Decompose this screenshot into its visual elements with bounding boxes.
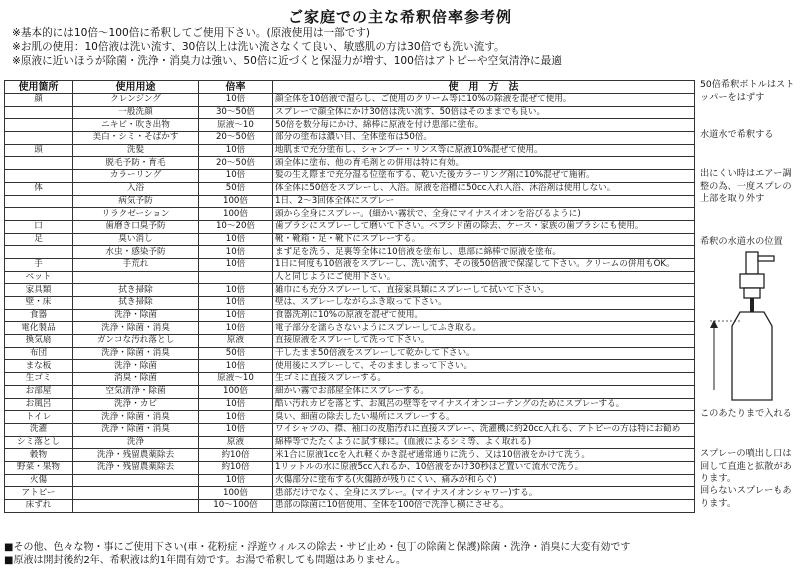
cell-ratio: [199, 271, 273, 284]
table-row: [5, 297, 695, 310]
table-row: [5, 373, 695, 386]
cell-purpose: 消臭・除菌: [73, 373, 199, 386]
table-row: [5, 220, 695, 233]
cell-ratio: 10倍: [199, 94, 273, 107]
cell-location: [5, 170, 73, 183]
dilution-table: [4, 80, 695, 513]
footer-line: ■原液は開封後約2年、希釈液は約1年間有効です。お湯で希釈しても問題はありません。: [4, 555, 406, 566]
side-note-fill: このあたりまで入れる: [700, 408, 792, 419]
side-note-water: 水道水で希釈する: [700, 129, 774, 140]
side-note-no-turn: 回らないスプレーもあります。: [700, 485, 792, 509]
cell-ratio: 10倍: [199, 284, 273, 297]
table-row: [5, 119, 695, 132]
cell-method: 干したまま50倍液をスプレーして乾かして下さい。: [273, 347, 695, 360]
cell-ratio: 10倍: [199, 423, 273, 436]
cell-method: 体全体に50倍をスプレーし、入浴。原液を浴槽に50cc入れ入浴、沐浴剤は使用しない。: [273, 182, 695, 195]
note-line: ※お肌の使用：10倍液は洗い流す、30倍以上は洗い流さなくて良い、敏感肌の方は30倍でも洗い流す。: [12, 41, 505, 53]
cell-location: お風呂: [5, 398, 73, 411]
cell-method: 頭から全身にスプレー。(細かい霧状で、全身にマイナスイオンを浴びるように): [273, 208, 695, 221]
table-row: [5, 322, 695, 335]
header-location: 使用箇所: [5, 81, 73, 94]
cell-purpose: クレンジング: [73, 94, 199, 107]
cell-ratio: 10倍: [199, 170, 273, 183]
cell-ratio: 10倍: [199, 246, 273, 259]
table-row: [5, 195, 695, 208]
cell-purpose: [73, 271, 199, 284]
cell-method: 臭い、細菌の除去したい場所にスプレーする。: [273, 411, 695, 424]
cell-method: まず足を洗う、足裏等全体に10倍液を塗布し、患部に綿棒で原液を塗布。: [273, 246, 695, 259]
cell-purpose: [73, 474, 199, 487]
cell-location: お部屋: [5, 385, 73, 398]
cell-method: 火傷部分に塗布する(火傷跡が残りにくい、痛みが和らぐ): [273, 474, 695, 487]
table-row: [5, 385, 695, 398]
cell-ratio: 10倍: [199, 411, 273, 424]
cell-method: 歯ブラシにスプレーして磨いて下さい。ペプシド菌の除去、ケース・家族の歯ブラシにも使用。: [273, 220, 695, 233]
table-row: [5, 271, 695, 284]
cell-purpose: 歯磨き口臭予防: [73, 220, 199, 233]
cell-purpose: 洗浄・残留農薬除去: [73, 449, 199, 462]
cell-location: 体: [5, 182, 73, 195]
cell-ratio: 100倍: [199, 487, 273, 500]
table-row: [5, 233, 695, 246]
table-row: [5, 182, 695, 195]
cell-purpose: 洗浄・除菌: [73, 309, 199, 322]
cell-purpose: ガンコな汚れ落とし: [73, 335, 199, 348]
cell-location: [5, 246, 73, 259]
header-purpose: 使用用途: [73, 81, 199, 94]
table-row: [5, 157, 695, 170]
spray-bottle-icon: [732, 252, 774, 400]
cell-method: スプレーで顔全体にかけ30倍は洗い流す、50倍はそのままでも良い。: [273, 106, 695, 119]
table-row: [5, 94, 695, 107]
cell-method: 雑巾にも充分スプレーして、直接家具類にスプレーして拭いて下さい。: [273, 284, 695, 297]
table-row: [5, 436, 695, 449]
cell-ratio: 30～50倍: [199, 106, 273, 119]
cell-location: 顔: [5, 94, 73, 107]
cell-ratio: 10倍: [199, 398, 273, 411]
cell-method: 使用後にスプレーして、そのまましまって下さい。: [273, 360, 695, 373]
cell-method: 直接原液をスプレーして洗って下さい。: [273, 335, 695, 348]
table-row: [5, 309, 695, 322]
cell-method: 部分の塗布は濃い目、全体塗布は50倍。: [273, 132, 695, 145]
cell-purpose: 洗浄・カビ: [73, 398, 199, 411]
table-row: [5, 170, 695, 183]
cell-purpose: 洗浄・除菌・消臭: [73, 347, 199, 360]
cell-location: [5, 119, 73, 132]
cell-location: シミ落とし: [5, 436, 73, 449]
side-note-water-level: 希釈の水道水の位置: [700, 236, 783, 247]
cell-location: [5, 132, 73, 145]
cell-location: [5, 195, 73, 208]
cell-purpose: 洗浄・除菌: [73, 360, 199, 373]
table-row: [5, 398, 695, 411]
table-row: [5, 347, 695, 360]
cell-ratio: 約10倍: [199, 449, 273, 462]
cell-method: 地肌まで充分塗布し、シャンプー・リンス等に原液10%混ぜて使用。: [273, 144, 695, 157]
cell-ratio: 原液～10: [199, 373, 273, 386]
cell-location: 火傷: [5, 474, 73, 487]
cell-method: 人と同じようにご使用下さい。: [273, 271, 695, 284]
cell-purpose: リラクゼーション: [73, 208, 199, 221]
table-row: [5, 461, 695, 474]
cell-method: 1日に何度も10倍液をスプレーし、洗い流す、その後50倍液で保湿して下さい。クリームの併用もOK。: [273, 258, 695, 271]
cell-ratio: 50倍: [199, 347, 273, 360]
cell-ratio: 原液: [199, 436, 273, 449]
cell-purpose: 洗浄・除菌・消臭: [73, 411, 199, 424]
cell-ratio: 原液～10: [199, 119, 273, 132]
table-row: [5, 474, 695, 487]
cell-ratio: 100倍: [199, 195, 273, 208]
side-note-air: 出にくい時はエアー調整の為、一度スプレの上部を取り外す: [700, 168, 792, 204]
cell-location: 換気扇: [5, 335, 73, 348]
cell-location: [5, 208, 73, 221]
table-row: [5, 360, 695, 373]
side-note-bottle: 50倍希釈ボトルはストッパーをはずす: [700, 79, 795, 103]
table-row: [5, 284, 695, 297]
table-row: [5, 500, 695, 513]
cell-purpose: [73, 500, 199, 513]
note-line: ※基本的には10倍～100倍に希釈してご使用下さい。(原液使用は一部です): [12, 27, 371, 39]
cell-method: 綿棒等でたたくように試す様に。(血液によるシミ等、よく取れる): [273, 436, 695, 449]
table-row: [5, 132, 695, 145]
cell-location: 穀物: [5, 449, 73, 462]
cell-purpose: 臭い消し: [73, 233, 199, 246]
table-row: [5, 449, 695, 462]
cell-ratio: 10倍: [199, 297, 273, 310]
cell-location: 布団: [5, 347, 73, 360]
cell-method: 患部の除菌に10倍使用、全体を100倍で洗浄し横にさせる。: [273, 500, 695, 513]
cell-method: 米1合に原液1ccを入れ軽くかき混ぜ通常通りに洗う、又は10倍液をかけて洗う。: [273, 449, 695, 462]
cell-location: 生ゴミ: [5, 373, 73, 386]
cell-method: 電子部分を濡らさないようにスプレーしてふき取る。: [273, 322, 695, 335]
cell-purpose: 洗浄: [73, 436, 199, 449]
cell-location: ペット: [5, 271, 73, 284]
cell-location: 床ずれ: [5, 500, 73, 513]
cell-method: 細かい霧でお部屋全体にスプレーする。: [273, 385, 695, 398]
cell-ratio: 約10倍: [199, 461, 273, 474]
cell-purpose: 拭き掃除: [73, 284, 199, 297]
cell-method: ワイシャツの、襟、袖口の皮脂汚れに直接スプレー、洗濯機に約20cc入れる、アトピーの方は特にお勧め: [273, 423, 695, 436]
cell-method: 髪の生え際まで充分湿る位塗布する、乾いた後カラーリング剤に10%混ぜて施術。: [273, 170, 695, 183]
cell-purpose: 洗浄・残留農薬除去: [73, 461, 199, 474]
cell-ratio: 10～100倍: [199, 500, 273, 513]
cell-location: 頭: [5, 144, 73, 157]
table-row: [5, 411, 695, 424]
page-title: ご家庭での主な希釈倍率参考例: [287, 8, 512, 26]
cell-ratio: 10倍: [199, 322, 273, 335]
cell-ratio: 20～50倍: [199, 157, 273, 170]
notes: [12, 26, 792, 68]
cell-method: 酷い汚れカビを落とす、お風呂の壁等をマイナスイオンコーテングのためにスプレーする。: [273, 398, 695, 411]
cell-purpose: 洗髪: [73, 144, 199, 157]
cell-purpose: 脱毛予防・育毛: [73, 157, 199, 170]
table-row: [5, 423, 695, 436]
cell-location: 洗濯: [5, 423, 73, 436]
header-method: 使 用 方 法: [273, 81, 695, 94]
cell-purpose: 入浴: [73, 182, 199, 195]
cell-purpose: 水虫・感染予防: [73, 246, 199, 259]
cell-purpose: 手荒れ: [73, 258, 199, 271]
cell-location: 家具類: [5, 284, 73, 297]
cell-purpose: カラーリング: [73, 170, 199, 183]
table-row: [5, 106, 695, 119]
cell-method: 生ゴミに直接スプレーする。: [273, 373, 695, 386]
cell-ratio: 20～50倍: [199, 132, 273, 145]
note-line: ※原液に近いほうが除菌・洗浄・消臭力は強い、50倍に近づくと保湿力が増す、100倍はアトピーや空気清浄に最適: [12, 55, 562, 67]
cell-method: 壁は、スプレーしながらふき取って下さい。: [273, 297, 695, 310]
cell-purpose: [73, 487, 199, 500]
cell-method: 1日、2～3回体全体にスプレー: [273, 195, 695, 208]
cell-location: まな板: [5, 360, 73, 373]
cell-method: 患部だけでなく、全身にスプレー。(マイナスイオンシャワー)する。: [273, 487, 695, 500]
cell-ratio: 10倍: [199, 233, 273, 246]
table-body: [5, 94, 695, 513]
table-row: [5, 246, 695, 259]
cell-purpose: 洗浄・除菌・消臭: [73, 322, 199, 335]
cell-method: 頭全体に塗布、他の育毛剤との併用は特に有効。: [273, 157, 695, 170]
cell-ratio: 10倍: [199, 309, 273, 322]
cell-purpose: 美白・シミ・そばかす: [73, 132, 199, 145]
cell-ratio: 10倍: [199, 474, 273, 487]
cell-location: [5, 106, 73, 119]
table-row: [5, 208, 695, 221]
cell-ratio: 10～20倍: [199, 220, 273, 233]
cell-purpose: 一般洗顔: [73, 106, 199, 119]
cell-ratio: 50倍: [199, 182, 273, 195]
cell-ratio: 100倍: [199, 208, 273, 221]
cell-purpose: 病気予防: [73, 195, 199, 208]
header-ratio: 倍率: [199, 81, 273, 94]
cell-ratio: 10倍: [199, 258, 273, 271]
table-row: [5, 258, 695, 271]
cell-purpose: 洗浄・除菌・消臭: [73, 423, 199, 436]
cell-location: トイレ: [5, 411, 73, 424]
spray-bottle-diagram: [700, 250, 796, 410]
cell-method: 顔全体を10倍液で湿らし、ご使用のクリーム等に10%の除液を混ぜて使用。: [273, 94, 695, 107]
footer-line: ■その他、色々な物・事にご使用下さい(車・花粉症・浮遊ウィルスの除去・サビ止め・包丁の除菌と保護)除菌・洗浄・消臭に大変有効です: [4, 542, 631, 553]
cell-purpose: 空気清浄・除菌: [73, 385, 199, 398]
table-header-row: [5, 81, 695, 94]
cell-location: 壁・床: [5, 297, 73, 310]
cell-method: 靴・靴箱・足・靴下にスプレーする。: [273, 233, 695, 246]
cell-method: 50倍を数分毎にかけ、綿棒に原液を付け患部に塗布。: [273, 119, 695, 132]
cell-ratio: 100倍: [199, 385, 273, 398]
table-row: [5, 487, 695, 500]
cell-location: アトピー: [5, 487, 73, 500]
cell-ratio: 原液: [199, 335, 273, 348]
cell-location: 足: [5, 233, 73, 246]
cell-location: [5, 157, 73, 170]
footer: [4, 541, 796, 567]
cell-location: 口: [5, 220, 73, 233]
table-row: [5, 144, 695, 157]
side-note-spray: スプレーの噴出し口は回して直進と拡散があります。: [700, 448, 792, 484]
cell-purpose: ニキビ・吹き出物: [73, 119, 199, 132]
table-row: [5, 335, 695, 348]
cell-purpose: 拭き掃除: [73, 297, 199, 310]
cell-method: 1リットルの水に原液5cc入れるか、10倍液をかけ30秒ほど置いて流水で洗う。: [273, 461, 695, 474]
cell-ratio: 10倍: [199, 144, 273, 157]
cell-location: 野菜・果物: [5, 461, 73, 474]
cell-location: 手: [5, 258, 73, 271]
cell-location: 食器: [5, 309, 73, 322]
cell-location: 電化製品: [5, 322, 73, 335]
cell-ratio: 10倍: [199, 360, 273, 373]
cell-method: 食器洗剤に10%の原液を混ぜて使用。: [273, 309, 695, 322]
